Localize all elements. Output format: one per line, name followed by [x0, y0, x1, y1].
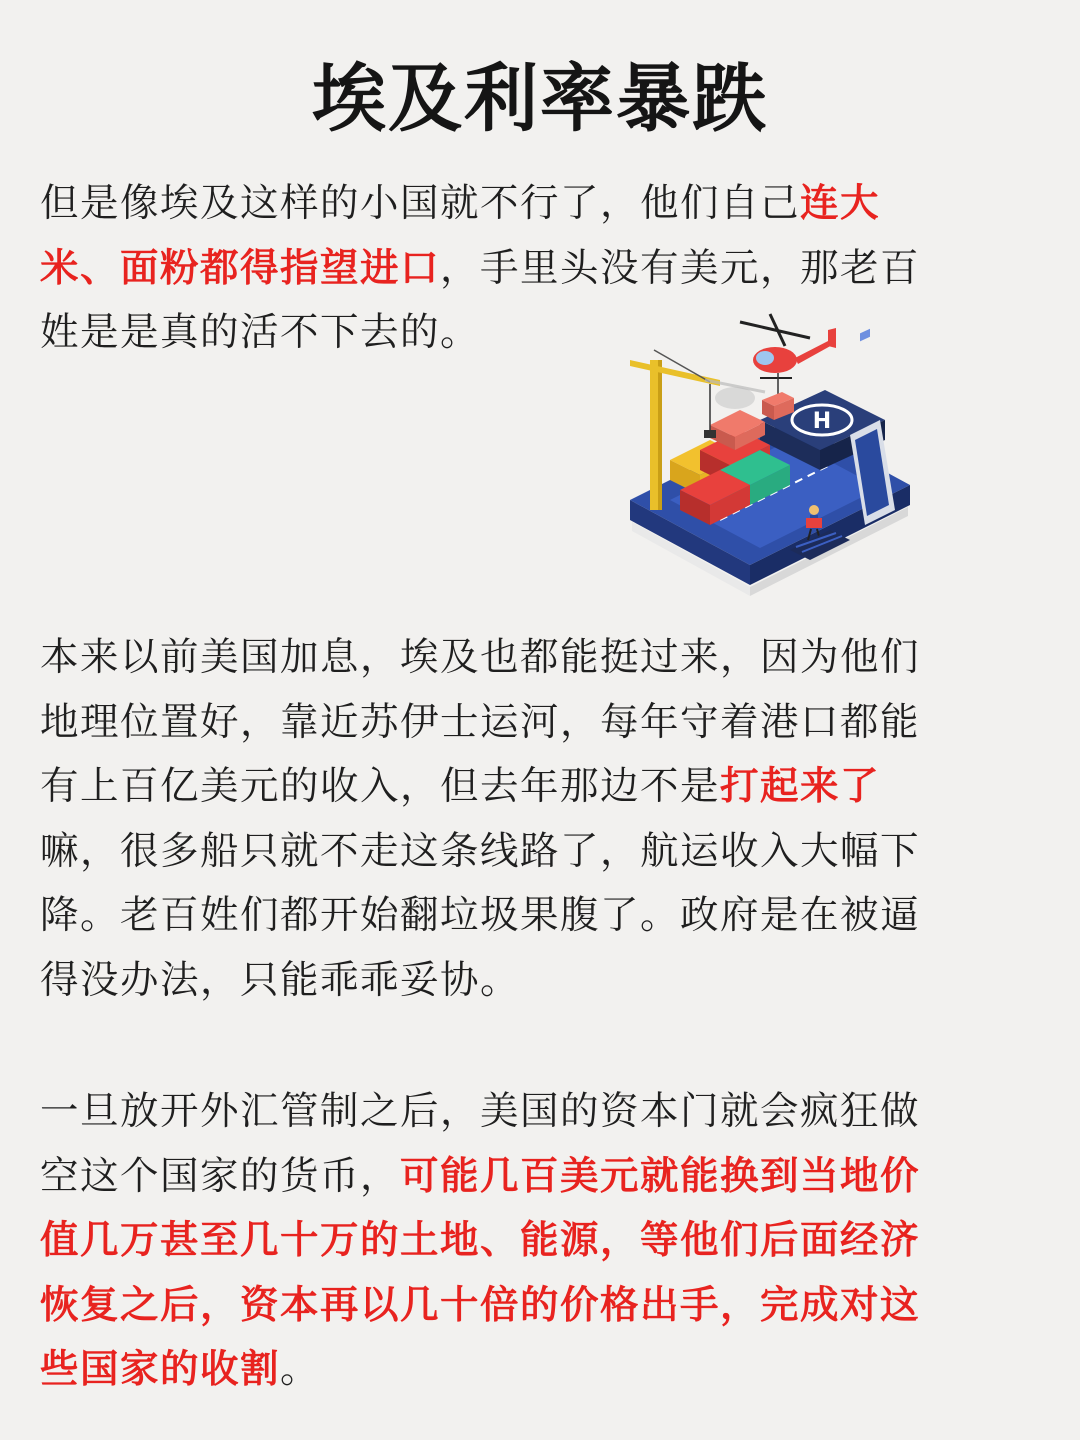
page-title: 埃及利率暴跌 [312, 56, 768, 142]
paragraph-3 [40, 1080, 940, 1403]
highlighted-text: 可能几百美元就能换到当地价值几万甚至几十万的土地、能源，等他们后面经济恢复之后，资本再以几十倍的价格出手，完成对这些国家的收割 [40, 1153, 921, 1392]
body-text: ，手里头没有美元，那老百姓是是真的活不下去的。 [40, 245, 921, 355]
body-text: 本来以前美国加息，埃及也都能挺过来，因为他们地理位置好，靠近苏伊士运河，每年守着港口都能有上百亿美元的收入，但去年那边不是 [40, 635, 921, 809]
body-text: 但是像埃及这样的小国就不行了，他们自己 [40, 181, 801, 226]
helipad-letter: H [812, 409, 832, 434]
body-text: 嘛，很多船只就不走这条线路了，航运收入大幅下降。老百姓们都开始翻垃圾果腹了。政府是在被逼得没办法，只能乖乖妥协。 [40, 828, 921, 1003]
body-text: 。 [280, 1347, 321, 1392]
paragraph-2 [40, 626, 940, 1013]
highlighted-text: 连大米、面粉都得指望进口 [40, 181, 881, 291]
highlighted-text: 打起来了 [720, 764, 881, 809]
port-logistics-illustration-icon [610, 300, 930, 630]
body-text: 一旦放开外汇管制之后，美国的资本门就会疯狂做空这个国家的货币， [40, 1089, 921, 1199]
